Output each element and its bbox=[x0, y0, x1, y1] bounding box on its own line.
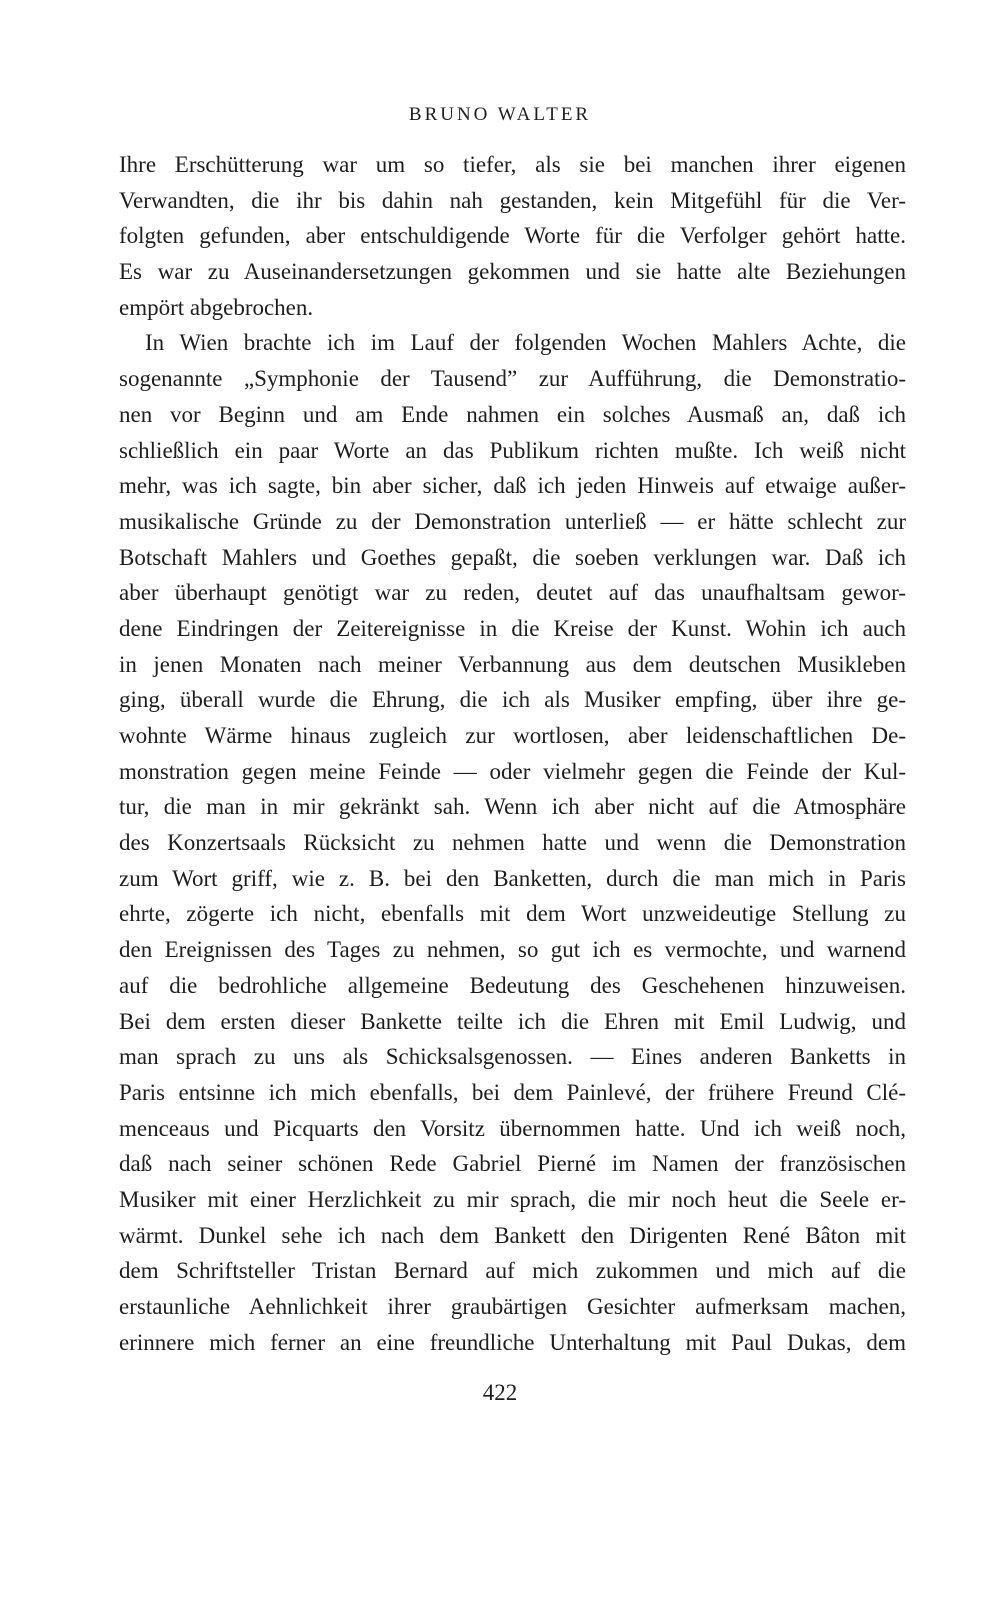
text-line: erstaunliche Aehnlichkeit ihrer graubärtigen Gesichter aufmerksam machen, bbox=[119, 1294, 906, 1319]
text-line: In Wien brachte ich im Lauf der folgenden Wochen Mahlers Achte, die bbox=[145, 330, 906, 356]
text-line: schließlich ein paar Worte an das Publikum richten mußte. Ich weiß nicht bbox=[119, 437, 906, 463]
text-line: menceaus und Picquarts den Vorsitz übernommen hatte. Und ich weiß noch, bbox=[119, 1115, 906, 1141]
text-line: tur, die man in mir gekränkt sah. Wenn ich aber nicht auf die Atmosphäre bbox=[119, 794, 906, 820]
text-line: des Konzertsaals Rücksicht zu nehmen hatte und wenn die Demonstration bbox=[119, 830, 906, 856]
text-line: musikalische Gründe zu der Demonstration unterließ — er hätte schlecht zur bbox=[119, 508, 906, 534]
text-line: wohnte Wärme hinaus zugleich zur wortlosen, aber leidenschaftlichen De- bbox=[119, 723, 906, 748]
running-head: BRUNO WALTER bbox=[408, 104, 592, 125]
text-line: Botschaft Mahlers und Goethes gepaßt, die soeben verklungen war. Daß ich bbox=[119, 544, 906, 570]
text-line: sogenannte „Symphonie der Tausend” zur Aufführung, die Demonstratio- bbox=[119, 366, 906, 392]
text-line: erinnere mich ferner an eine freundliche Unterhaltung mit Paul Dukas, dem bbox=[119, 1329, 906, 1355]
text-line: wärmt. Dunkel sehe ich nach dem Bankett den Dirigenten René Bâton mit bbox=[119, 1222, 906, 1248]
text-line: aber überhaupt genötigt war zu reden, deutet auf das unaufhaltsam gewor- bbox=[119, 580, 906, 606]
text-line: daß nach seiner schönen Rede Gabriel Pierné im Namen der französischen bbox=[119, 1151, 906, 1177]
body-text bbox=[119, 147, 906, 1360]
text-line: Bei dem ersten dieser Bankette teilte ich die Ehren mit Emil Ludwig, und bbox=[119, 1008, 906, 1034]
text-line: Verwandten, die ihr bis dahin nah gestanden, kein Mitgefühl für die Ver- bbox=[119, 187, 906, 213]
text-line: folgten gefunden, aber entschuldigende Worte für die Verfolger gehört hatte. bbox=[119, 223, 906, 249]
text-line: mehr, was ich sagte, bin aber sicher, daß ich jeden Hinweis auf etwaige außer- bbox=[119, 473, 906, 499]
text-line: Paris entsinne ich mich ebenfalls, bei dem Painlevé, der frühere Freund Clé- bbox=[119, 1079, 906, 1105]
text-line: zum Wort griff, wie z. B. bei den Banketten, durch die man mich in Paris bbox=[119, 865, 906, 891]
text-line: man sprach zu uns als Schicksalsgenossen. — Eines anderen Banketts in bbox=[119, 1044, 906, 1070]
text-line: empört abgebrochen. bbox=[119, 294, 314, 320]
text-line: Es war zu Auseinandersetzungen gekommen und sie hatte alte Beziehungen bbox=[119, 259, 906, 285]
text-line: Musiker mit einer Herzlichkeit zu mir sprach, die mir noch heut die Seele er- bbox=[119, 1186, 906, 1212]
text-line: ging, überall wurde die Ehrung, die ich als Musiker empfing, über ihre ge- bbox=[119, 687, 906, 713]
text-line: nen vor Beginn und am Ende nahmen ein solches Ausmaß an, daß ich bbox=[119, 401, 906, 427]
text-line: dem Schriftsteller Tristan Bernard auf mich zukommen und mich auf die bbox=[119, 1258, 906, 1284]
text-line: in jenen Monaten nach meiner Verbannung aus dem deutschen Musikleben bbox=[119, 651, 906, 677]
text-line: ehrte, zögerte ich nicht, ebenfalls mit dem Wort unzweideutige Stellung zu bbox=[119, 901, 906, 927]
text-line: den Ereignissen des Tages zu nehmen, so gut ich es vermochte, und warnend bbox=[119, 937, 906, 963]
text-line: Ihre Erschütterung war um so tiefer, als sie bei manchen ihrer eigenen bbox=[119, 152, 906, 177]
text-line: monstration gegen meine Feinde — oder vielmehr gegen die Feinde der Kul- bbox=[119, 758, 906, 784]
text-line: dene Eindringen der Zeitereignisse in die Kreise der Kunst. Wohin ich auch bbox=[119, 615, 906, 641]
text-line: auf die bedrohliche allgemeine Bedeutung des Geschehenen hinzuweisen. bbox=[119, 972, 906, 998]
page-number: 422 bbox=[482, 1380, 518, 1405]
